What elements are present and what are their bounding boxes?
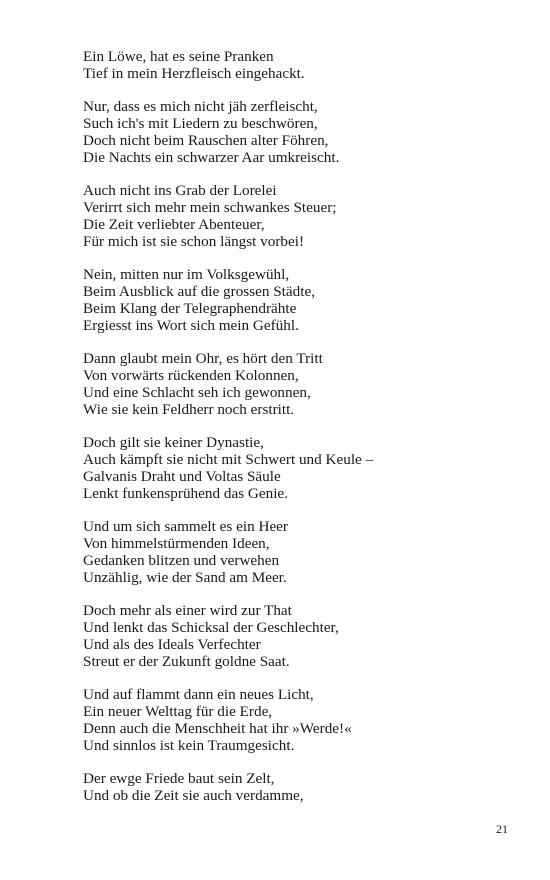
poem-line: Und sinnlos ist kein Traumgesicht.	[83, 736, 295, 754]
poem-line: Dann glaubt mein Ohr, es hört den Tritt	[83, 350, 323, 368]
poem-line: Ein Löwe, hat es seine Pranken	[83, 48, 274, 65]
poem-line: Und ob die Zeit sie auch verdamme,	[83, 787, 304, 805]
poem-line: Galvanis Draht und Voltas Säule	[83, 467, 281, 485]
poem-line: Ergiesst ins Wort sich mein Gefühl.	[83, 316, 299, 334]
poem-line: Der ewge Friede baut sein Zelt,	[83, 770, 275, 788]
poem-line: Und eine Schlacht seh ich gewonnen,	[83, 383, 311, 401]
stanza-5	[83, 351, 503, 418]
poem-line: Und um sich sammelt es ein Heer	[83, 518, 288, 536]
poem-line: Ein neuer Welttag für die Erde,	[83, 703, 273, 721]
poem-line: Denn auch die Menschheit hat ihr »Werde!«	[83, 719, 352, 737]
poem-line: Verirrt sich mehr mein schwankes Steuer;	[83, 199, 337, 217]
stanza-8	[83, 603, 503, 670]
poem-line: Von himmelstürmenden Ideen,	[83, 535, 270, 553]
poem-line: Such ich's mit Liedern zu beschwören,	[83, 115, 318, 133]
poem-line: Beim Ausblick auf die grossen Städte,	[83, 283, 315, 301]
poem-line: Die Zeit verliebter Abenteuer,	[83, 215, 265, 233]
stanza-1	[83, 49, 503, 83]
poem-line: Die Nachts ein schwarzer Aar umkreischt.	[83, 148, 340, 166]
poem-line: Doch mehr als einer wird zur That	[83, 602, 292, 620]
stanza-10	[83, 771, 503, 805]
poem-line: Tief in mein Herzfleisch eingehackt.	[83, 64, 305, 82]
poem-line: Und auf flammt dann ein neues Licht,	[83, 686, 314, 704]
poem-line: Auch kämpft sie nicht mit Schwert und Keule –	[83, 451, 374, 469]
poem-line: Nein, mitten nur im Volksgewühl,	[83, 266, 290, 284]
poem-text	[83, 49, 503, 822]
poem-line: Nur, dass es mich nicht jäh zerfleischt,	[83, 98, 318, 116]
stanza-3	[83, 183, 503, 250]
poem-line: Von vorwärts rückenden Kolonnen,	[83, 367, 299, 385]
stanza-4	[83, 267, 503, 334]
poem-line: Und lenkt das Schicksal der Geschlechter,	[83, 619, 339, 637]
poem-line: Für mich ist sie schon längst vorbei!	[83, 232, 305, 250]
page-number: 21	[496, 822, 508, 836]
stanza-7	[83, 519, 503, 586]
poem-line: Doch gilt sie keiner Dynastie,	[83, 434, 264, 452]
poem-line: Gedanken blitzen und verwehen	[83, 551, 280, 569]
stanza-9	[83, 687, 503, 754]
poem-line: Streut er der Zukunft goldne Saat.	[83, 652, 290, 670]
poem-line: Unzählig, wie der Sand am Meer.	[83, 568, 287, 586]
stanza-2	[83, 99, 503, 166]
poem-line: Lenkt funkensprühend das Genie.	[83, 484, 288, 502]
stanza-6	[83, 435, 503, 502]
poem-line: Doch nicht beim Rauschen alter Föhren,	[83, 131, 329, 149]
poem-line: Und als des Ideals Verfechter	[83, 635, 261, 653]
poem-line: Wie sie kein Feldherr noch erstritt.	[83, 400, 295, 418]
poem-line: Auch nicht ins Grab der Lorelei	[83, 182, 277, 200]
poem-line: Beim Klang der Telegraphendrähte	[83, 299, 297, 317]
